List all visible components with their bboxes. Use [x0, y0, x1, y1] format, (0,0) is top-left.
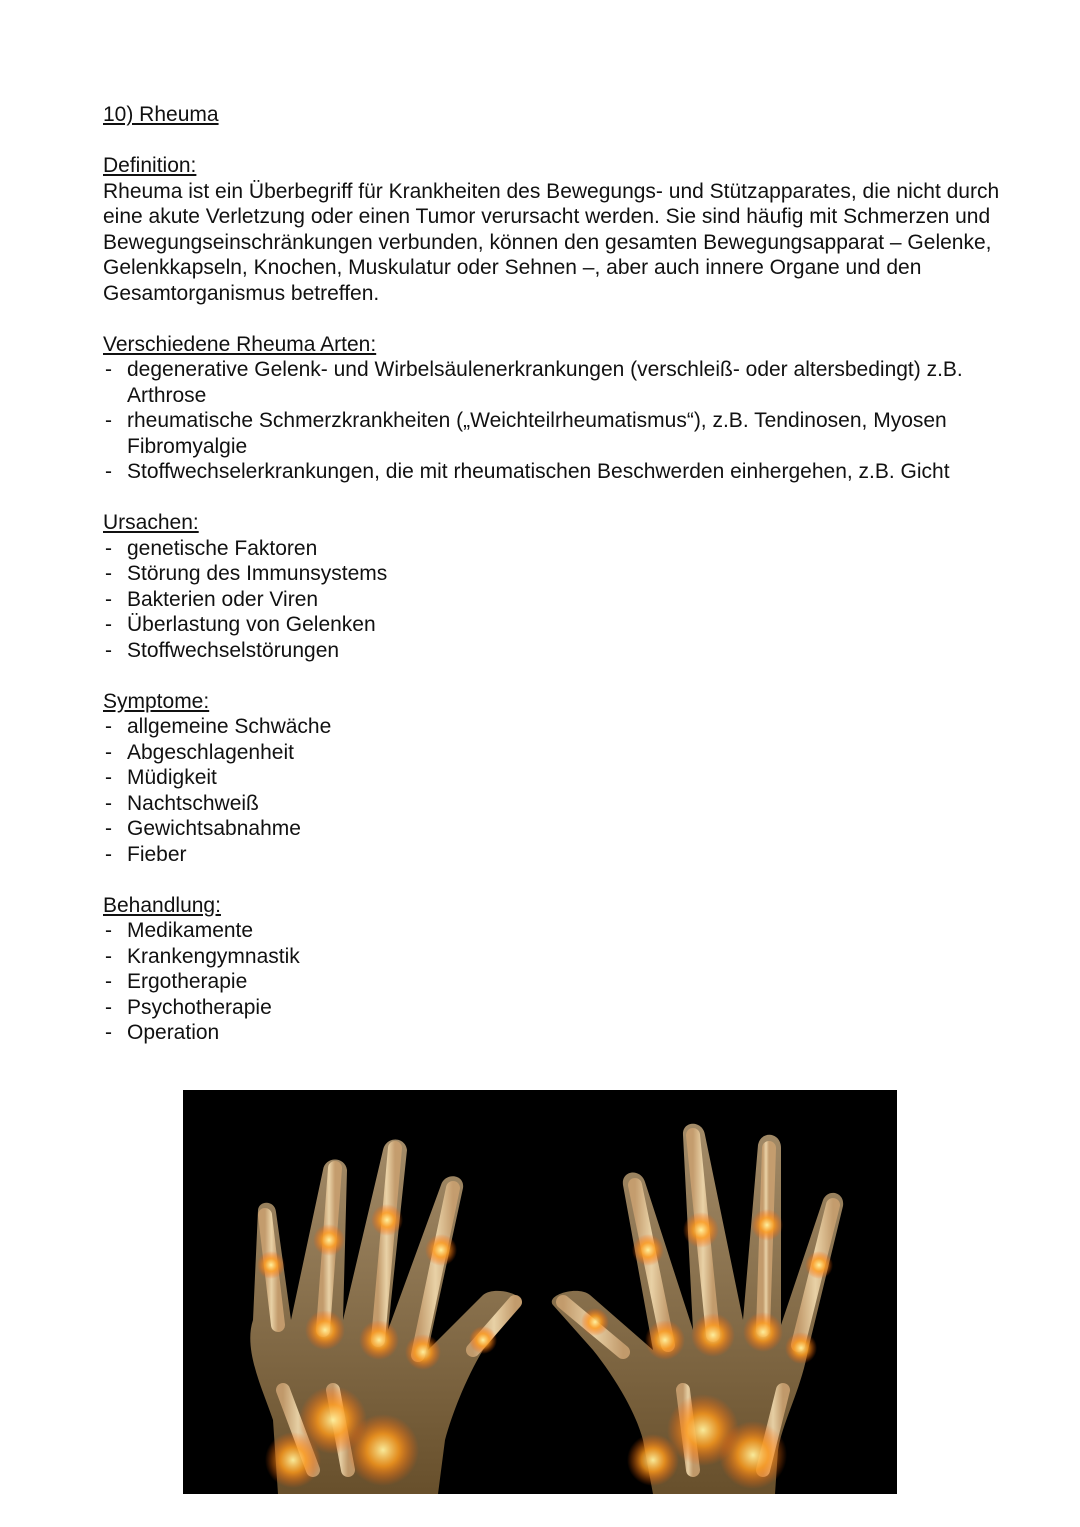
list-item: - Ergotherapie [105, 970, 248, 993]
ursachen-heading: Ursachen: [103, 511, 199, 534]
list-dash: - [105, 460, 112, 483]
list-dash: - [105, 817, 112, 840]
list-dash: - [105, 995, 112, 1019]
hands-xray-illustration [183, 1090, 897, 1494]
list-item: - Fieber [105, 842, 187, 866]
definition-section [103, 153, 1003, 306]
list-dash: - [105, 638, 112, 662]
document-page [103, 102, 1003, 1046]
list-dash: - [105, 842, 112, 866]
list-item: - Überlastung von Gelenken [105, 613, 376, 636]
list-dash: - [105, 944, 112, 968]
list-item: - degenerative Gelenk- und Wirbelsäulenerkrankungen (verschleiß- oder altersbedingt) z.B. Arthrose [105, 358, 963, 407]
arten-heading: Verschiedene Rheuma Arten: [103, 332, 377, 356]
list-dash: - [105, 766, 112, 789]
list-item: - rheumatische Schmerzkrankheiten („Weichteilrheumatismus“), z.B. Tendinosen, Myosen Fibromyalgie [105, 409, 947, 458]
list-dash: - [105, 409, 112, 432]
list-dash: - [105, 970, 112, 993]
page-title: 10) Rheuma [103, 103, 219, 126]
arten-list [103, 357, 1003, 485]
list-dash: - [105, 791, 112, 815]
symptome-heading: Symptome: [103, 689, 210, 713]
list-item: - Störung des Immunsystems [105, 562, 388, 585]
list-item: - Operation [105, 1021, 220, 1044]
list-item: - genetische Faktoren [105, 536, 318, 560]
list-dash: - [105, 919, 112, 942]
list-item: - Gewichtsabnahme [105, 817, 301, 840]
list-dash: - [105, 613, 112, 636]
ursachen-section [103, 510, 1003, 663]
list-dash: - [105, 740, 112, 764]
list-dash: - [105, 1021, 112, 1044]
list-dash: - [105, 358, 112, 381]
arten-section [103, 332, 1003, 485]
symptome-list [103, 714, 1003, 867]
left-hand [250, 1140, 522, 1495]
list-dash: - [105, 536, 112, 560]
symptome-section [103, 689, 1003, 868]
behandlung-list [103, 918, 1003, 1046]
list-item: - Bakterien oder Viren [105, 587, 319, 611]
list-item: - allgemeine Schwäche [105, 715, 332, 738]
definition-text: Rheuma ist ein Überbegriff für Krankheiten des Bewegungs- und Stützapparates, die nicht durch eine akute Verletzung oder einen Tumor verursacht werden. Sie sind häufig mit Schmerzen und Bewegungseinschränkungen verbunden, können den gesamten Bewegungsapparat – Gelenke, Gelenkkapseln, Knochen, Muskulatur oder Sehnen –, aber auch innere Organe und den Gesamtorganismus betreffen. [103, 179, 1000, 305]
list-item: - Stoffwechselstörungen [105, 638, 340, 662]
hands-xray-image [183, 1090, 897, 1494]
list-item: - Stoffwechselerkrankungen, die mit rheumatischen Beschwerden einhergehen, z.B. Gicht [105, 460, 950, 483]
list-item: - Abgeschlagenheit [105, 740, 294, 764]
list-item: - Medikamente [105, 919, 254, 942]
behandlung-heading: Behandlung: [103, 893, 221, 917]
behandlung-section [103, 893, 1003, 1046]
list-item: - Nachtschweiß [105, 791, 259, 815]
list-dash: - [105, 587, 112, 611]
ursachen-list [103, 536, 1003, 664]
list-item: - Müdigkeit [105, 766, 217, 789]
list-item: - Psychotherapie [105, 995, 272, 1019]
list-item: - Krankengymnastik [105, 944, 300, 968]
definition-heading: Definition: [103, 154, 197, 177]
right-hand [552, 1124, 843, 1494]
list-dash: - [105, 715, 112, 738]
list-dash: - [105, 562, 112, 585]
